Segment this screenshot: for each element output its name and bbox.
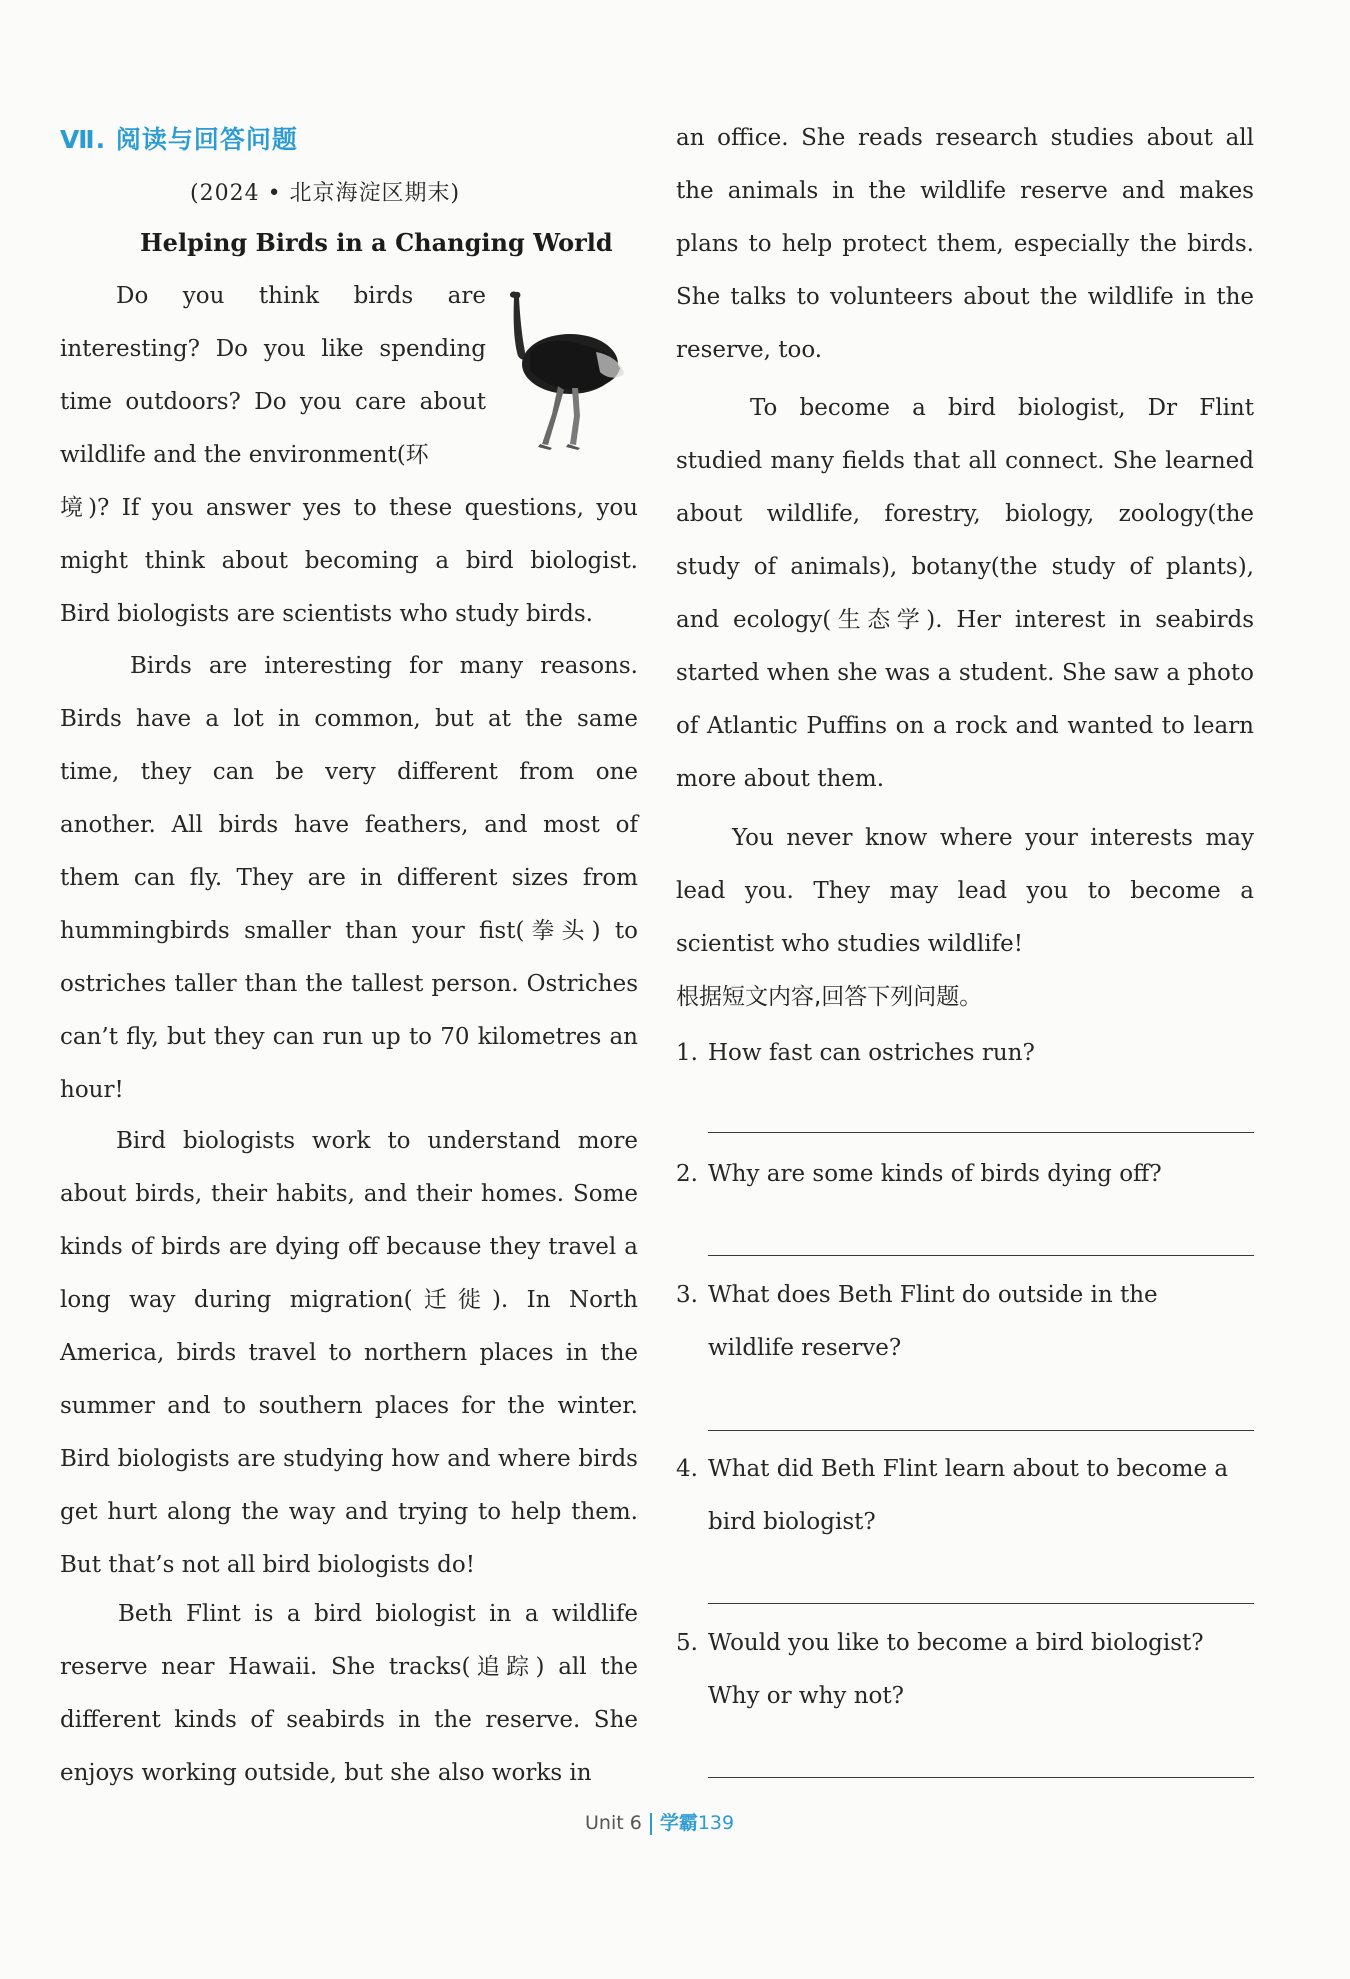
question-text: What does Beth Flint do outside in the <box>708 1282 1158 1308</box>
paragraph-1-continued: 境)? If you answer yes to these questions, you might think about becoming a bird biologist. Bird biologists are scientists who study birds. <box>60 495 638 627</box>
paragraph-4: Beth Flint is a bird biologist in a wildlife reserve near Hawaii. She tracks(追踪) all the different kinds of seabirds in the reserve. She enjoys working outside, but she also works in <box>60 1601 638 1786</box>
question-number: 2. <box>676 1161 698 1187</box>
question-number: 4. <box>676 1456 698 1482</box>
page-number: 139 <box>697 1812 735 1834</box>
question-5 <box>676 1617 1254 1723</box>
instruction: 根据短文内容,回答下列问题。 <box>676 984 983 1010</box>
answer-line-5[interactable] <box>708 1777 1254 1778</box>
question-4 <box>676 1443 1254 1549</box>
paragraph-5: To become a bird biologist, Dr Flint studied many fields that all connect. She learned about wildlife, forestry, biology, zoology(the study of animals), botany(the study of plants), and ecology(生态学). Her interest in seabirds started when she was a student. She saw a photo of Atlantic Puffins on a rock and wanted to learn more about them. <box>676 395 1254 792</box>
question-text: How fast can ostriches run? <box>708 1040 1035 1066</box>
question-number: 3. <box>676 1282 698 1308</box>
question-text: Why are some kinds of birds dying off? <box>708 1161 1162 1187</box>
paragraph-3: Bird biologists work to understand more about birds, their habits, and their homes. Some kinds of birds are dying off because they travel a long way during migration(迁徙). In North America, birds travel to northern places in the summer and to southern places for the winter. Bird biologists are studying how and where birds get hurt along the way and trying to help them. But that’s not all bird biologists do! <box>60 1128 638 1578</box>
section-title: Ⅶ. 阅读与回答问题 <box>60 125 298 154</box>
question-text: What did Beth Flint learn about to become a <box>708 1456 1229 1482</box>
question-text-continued: bird biologist? <box>708 1509 876 1535</box>
question-text-continued: Why or why not? <box>708 1683 904 1709</box>
answer-line-2[interactable] <box>708 1255 1254 1256</box>
question-text: Would you like to become a bird biologist? <box>708 1630 1204 1656</box>
paragraph-4-continued: an office. She reads research studies about all the animals in the wildlife reserve and makes plans to help protect them, especially the birds. She talks to volunteers about the wildlife in the reserve, too. <box>676 125 1254 363</box>
exam-source: (2024 • 北京海淀区期末) <box>190 181 461 206</box>
question-3 <box>676 1269 1254 1375</box>
ostrich-image <box>500 282 632 452</box>
paragraph-6: You never know where your interests may lead you. They may lead you to become a scientist who studies wildlife! <box>676 825 1254 957</box>
answer-line-1[interactable] <box>708 1132 1254 1133</box>
question-text-continued: wildlife reserve? <box>708 1335 902 1361</box>
page-footer <box>585 1808 734 1835</box>
answer-line-3[interactable] <box>708 1430 1254 1431</box>
paragraph-2: Birds are interesting for many reasons. Birds have a lot in common, but at the same time, they can be very different from one another. All birds have feathers, and most of them can fly. They are in different sizes from hummingbirds smaller than your fist(拳头) to ostriches taller than the tallest person. Ostriches can’t fly, but they can run up to 70 kilometres an hour! <box>60 653 638 1103</box>
answer-line-4[interactable] <box>708 1603 1254 1604</box>
question-number: 1. <box>676 1040 698 1066</box>
brand-label: 学霸 <box>659 1812 698 1834</box>
question-1 <box>676 1027 1254 1080</box>
paragraph-1: Do you think birds are interesting? Do you like spending time outdoors? Do you care about wildlife and the environment(环 <box>60 283 486 468</box>
question-number: 5. <box>676 1630 698 1656</box>
article-title: Helping Birds in a Changing World <box>140 228 613 257</box>
footer-separator <box>650 1813 652 1835</box>
question-2 <box>676 1148 1254 1201</box>
unit-label: Unit 6 <box>585 1812 642 1834</box>
